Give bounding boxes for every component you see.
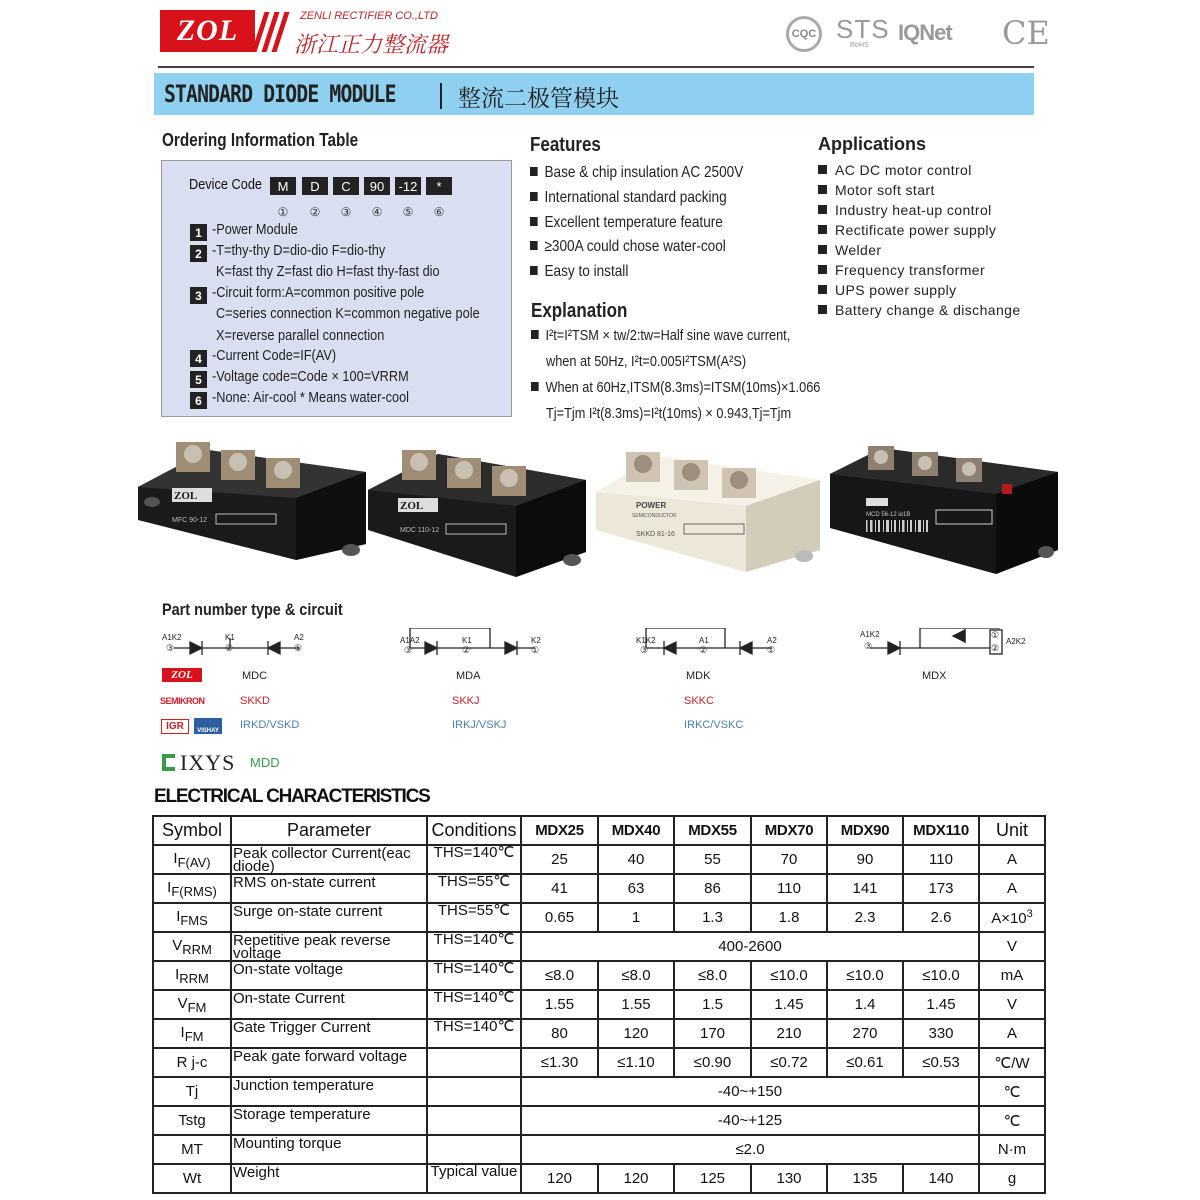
circuit-mdk: [646, 628, 772, 655]
symbol-text: MT: [181, 1141, 203, 1158]
value-cell: ≤8.0: [598, 961, 674, 990]
symbol-text: I: [175, 965, 180, 983]
value-cell: ≤10.0: [903, 961, 979, 990]
circuit-diagrams: [160, 628, 1040, 664]
zol-logo: ZOL: [160, 10, 255, 52]
value-cell: 1.55: [598, 990, 674, 1019]
symbol-text: V: [177, 994, 188, 1012]
header-model: MDX40: [598, 816, 674, 845]
symbol-subscript: F(RMS): [171, 883, 217, 899]
symbol-text: Tj: [185, 1083, 199, 1100]
symbol-subscript: RRM: [179, 970, 209, 986]
semikron-brand-logo: SEMIKRON: [160, 696, 205, 706]
unit-cell: [979, 1048, 1045, 1077]
value-cell: 86: [674, 874, 751, 903]
title-separator: [440, 83, 442, 109]
unit-text: mA: [1000, 967, 1024, 984]
table-row: [153, 1164, 1045, 1193]
application-item: Frequency transformer: [818, 262, 985, 278]
ir-brand-logo: IGR: [161, 719, 189, 734]
table-row: [153, 874, 1045, 903]
pin-number: ③: [864, 641, 873, 651]
ordering-line: -Circuit form:A=common positive pole: [212, 284, 425, 301]
unit-text: ℃/W: [994, 1054, 1030, 1072]
table-row: [153, 903, 1045, 932]
unit-cell: [979, 990, 1045, 1019]
header-model: MDX110: [903, 816, 979, 845]
bullet-icon: [530, 217, 538, 226]
symbol-text: R j-c: [176, 1054, 208, 1071]
bullet-icon: [818, 265, 827, 274]
bullet-icon: [531, 382, 539, 391]
unit-cell: [979, 1106, 1045, 1135]
explanation-line: I²t=I²TSM × tw/2:tw=Half sine wave current,: [531, 327, 790, 344]
feature-item: International standard packing: [530, 189, 727, 207]
ordering-line: -Power Module: [212, 221, 298, 238]
code-cell: *: [426, 177, 452, 195]
symbol-text: Tstg: [178, 1112, 206, 1129]
application-item: UPS power supply: [818, 282, 957, 298]
value-cell: 2.6: [903, 903, 979, 932]
symbol-text: I: [167, 878, 172, 896]
header-model: MDX55: [674, 816, 751, 845]
header-conditions: Conditions: [427, 816, 521, 845]
pin-label: A2: [767, 636, 777, 645]
value-cell: 1.3: [674, 903, 751, 932]
symbol-cell: [153, 845, 231, 874]
circuit-mdc: [174, 638, 303, 655]
feature-item: ≥300A could chose water-cool: [530, 238, 726, 256]
unit-cell: [979, 903, 1045, 932]
application-item: AC DC motor control: [818, 162, 972, 178]
pin-number: ③: [404, 645, 413, 655]
value-cell: 120: [598, 1019, 674, 1048]
ce-mark-logo: CE: [1002, 14, 1050, 52]
code-cell: M: [270, 177, 296, 195]
semikron-code: SKKD: [240, 695, 270, 707]
bullet-icon: [818, 225, 827, 234]
bullet-icon: [530, 241, 538, 250]
symbol-cell: [153, 990, 231, 1019]
unit-text: V: [1006, 996, 1017, 1013]
condition-cell: THS=140℃: [427, 932, 521, 961]
explanation-line: When at 60Hz,ITSM(8.3ms)=ITSM(10ms)×1.066: [531, 379, 820, 396]
unit-text: A: [1006, 851, 1017, 868]
application-item: Motor soft start: [818, 182, 935, 198]
value-cell: 330: [903, 1019, 979, 1048]
condition-cell: [427, 1077, 521, 1106]
feature-item: Excellent temperature feature: [530, 214, 723, 232]
svg-text:POWER: POWER: [636, 501, 667, 510]
code-cell: C: [333, 177, 359, 195]
code-number: ⑤: [402, 205, 414, 219]
value-cell: 80: [521, 1019, 598, 1048]
value-cell: 1.45: [751, 990, 827, 1019]
value-cell: 141: [827, 874, 903, 903]
unit-text: V: [1006, 938, 1017, 955]
application-item: Welder: [818, 242, 882, 258]
condition-cell: THS=140℃: [427, 1019, 521, 1048]
svg-text:MDC 110-12: MDC 110-12: [400, 527, 440, 534]
pin-label: A1K2: [162, 633, 182, 642]
value-cell: 1.55: [521, 990, 598, 1019]
value-cell: 125: [674, 1164, 751, 1193]
feature-item: Easy to install: [530, 263, 628, 281]
value-cell: ≤8.0: [521, 961, 598, 990]
value-cell: 63: [598, 874, 674, 903]
product-photos: [136, 432, 1066, 597]
zol-code: MDC: [242, 670, 268, 682]
page-title-en: STANDARD DIODE MODULE: [164, 80, 396, 108]
pin-label: K1: [462, 636, 472, 645]
symbol-cell: [153, 961, 231, 990]
condition-cell: THS=140℃: [427, 990, 521, 1019]
feature-item: Base & chip insulation AC 2500V: [530, 164, 743, 182]
ixys-code: MDD: [250, 755, 280, 770]
header-model: MDX90: [827, 816, 903, 845]
pin-number: ②: [462, 645, 471, 655]
parameter-cell: Gate Trigger Current: [231, 1019, 427, 1048]
pin-number: ②: [991, 643, 1000, 653]
value-cell: 140: [903, 1164, 979, 1193]
table-row: [153, 1135, 1045, 1164]
unit-cell: [979, 874, 1045, 903]
value-cell: 40: [598, 845, 674, 874]
pin-label: A1: [699, 636, 709, 645]
symbol-text: I: [180, 1023, 185, 1041]
table-row: [153, 1106, 1045, 1135]
unit-cell: [979, 961, 1045, 990]
value-cell: 1.4: [827, 990, 903, 1019]
symbol-text: Wt: [182, 1170, 202, 1187]
unit-cell: [979, 932, 1045, 961]
value-cell: 1.5: [674, 990, 751, 1019]
pin-number: ③: [166, 643, 175, 653]
symbol-subscript: FM: [184, 1028, 204, 1044]
bullet-icon: [818, 245, 827, 254]
application-item: Industry heat-up control: [818, 202, 992, 218]
header-model: MDX70: [751, 816, 827, 845]
svg-text:ZOL: ZOL: [400, 500, 424, 512]
code-number: ⑥: [433, 205, 445, 219]
pin-number: ①: [531, 645, 540, 655]
semikron-code: SKKJ: [452, 695, 480, 707]
value-cell: 1.8: [751, 903, 827, 932]
pin-number: ②: [225, 643, 234, 653]
value-cell: 110: [903, 845, 979, 874]
value-cell: 120: [598, 1164, 674, 1193]
ordering-line: C=series connection K=common negative pole: [216, 305, 480, 322]
symbol-subscript: F(AV): [177, 854, 211, 870]
unit-cell: [979, 1077, 1045, 1106]
cqc-cert-logo: CQC: [786, 16, 822, 52]
module-photo-mfc: [138, 442, 366, 560]
condition-cell: THS=140℃: [427, 961, 521, 990]
value-cell: ≤0.61: [827, 1048, 903, 1077]
condition-cell: THS=55℃: [427, 903, 521, 932]
symbol-cell: [153, 1106, 231, 1135]
symbol-cell: [153, 1019, 231, 1048]
table-row: [153, 961, 1045, 990]
value-cell: 120: [521, 1164, 598, 1193]
value-cell: ≤0.53: [903, 1048, 979, 1077]
value-cell: 90: [827, 845, 903, 874]
ordering-badge: 4: [190, 350, 207, 367]
vishay-brand-logo: VISHAY: [194, 718, 222, 734]
part-number-title: Part number type & circuit: [162, 600, 343, 619]
value-cell: ≤0.72: [751, 1048, 827, 1077]
pin-number: ②: [699, 645, 708, 655]
value-cell: 25: [521, 845, 598, 874]
explanation-line: when at 50Hz, I²t=0.005I²TSM(A²S): [546, 353, 747, 370]
value-cell: ≤2.0: [521, 1135, 979, 1164]
bullet-icon: [530, 266, 538, 275]
pin-label: A1K2: [860, 630, 880, 639]
value-cell: ≤1.10: [598, 1048, 674, 1077]
value-cell: -40~+150: [521, 1077, 979, 1106]
header-unit: Unit: [979, 816, 1045, 845]
parameter-cell: Peak collector Current(eac diode): [231, 845, 427, 874]
zol-brand-logo: ZOL: [162, 668, 202, 682]
symbol-cell: [153, 1077, 231, 1106]
parameter-cell: Storage temperature: [231, 1106, 427, 1135]
spec-table: [152, 815, 1046, 1194]
value-cell: 70: [751, 845, 827, 874]
zol-code: MDK: [686, 670, 711, 682]
ixys-mark-icon: [162, 754, 175, 771]
value-cell: 55: [674, 845, 751, 874]
svg-text:SEMICONDUCTOR: SEMICONDUCTOR: [632, 513, 677, 519]
pin-number: ①: [767, 645, 776, 655]
symbol-text: I: [173, 849, 178, 867]
unit-text: ℃: [1003, 1083, 1021, 1101]
applications-title: Applications: [818, 134, 927, 154]
ir-code: IRKJ/VSKJ: [452, 719, 507, 731]
circuit-mda: [410, 628, 535, 655]
condition-cell: THS=55℃: [427, 874, 521, 903]
header-model: MDX25: [521, 816, 598, 845]
symbol-cell: [153, 932, 231, 961]
ordering-line: -Voltage code=Code × 100=VRRM: [212, 368, 409, 385]
page-title-cn: 整流二极管模块: [458, 86, 619, 112]
symbol-cell: [153, 1135, 231, 1164]
ordering-line: K=fast thy Z=fast dio H=fast thy-fast dio: [216, 263, 440, 280]
ordering-line: -T=thy-thy D=dio-dio F=dio-thy: [212, 242, 386, 259]
code-number: ②: [309, 205, 321, 219]
module-photo-mdc: [368, 450, 586, 577]
code-number: ①: [277, 205, 289, 219]
pin-number: ①: [991, 630, 1000, 640]
sts-cert-logo: STS: [836, 14, 890, 44]
symbol-subscript: FM: [187, 999, 207, 1015]
symbol-cell: [153, 903, 231, 932]
zol-code: MDX: [922, 670, 947, 682]
value-cell: ≤10.0: [751, 961, 827, 990]
parameter-cell: Mounting torque: [231, 1135, 427, 1164]
electrical-title: ELECTRICAL CHARACTERISTICS: [154, 786, 430, 807]
value-cell: 2.3: [827, 903, 903, 932]
value-cell: 210: [751, 1019, 827, 1048]
unit-text: g: [1007, 1170, 1017, 1187]
value-cell: 270: [827, 1019, 903, 1048]
table-row: [153, 1077, 1045, 1106]
bullet-icon: [818, 185, 827, 194]
company-name-en: ZENLI RECTIFIER CO.,LTD: [300, 10, 438, 22]
zol-code: MDA: [456, 670, 481, 682]
bullet-icon: [818, 205, 827, 214]
bullet-icon: [531, 330, 539, 339]
header-divider: [158, 66, 1034, 68]
parameter-cell: Junction temperature: [231, 1077, 427, 1106]
unit-cell: [979, 1019, 1045, 1048]
value-cell: 41: [521, 874, 598, 903]
bullet-icon: [818, 305, 827, 314]
svg-text:MCD 56-12 io1B: MCD 56-12 io1B: [866, 512, 911, 518]
value-cell: 0.65: [521, 903, 598, 932]
ordering-line: -Current Code=IF(AV): [212, 347, 337, 364]
condition-cell: Typical value: [427, 1164, 521, 1193]
code-cell: 90: [364, 177, 390, 195]
symbol-text: V: [172, 936, 183, 954]
pin-label: K1K2: [636, 636, 656, 645]
condition-cell: [427, 1106, 521, 1135]
value-cell: 173: [903, 874, 979, 903]
application-item: Rectificate power supply: [818, 222, 996, 238]
parameter-cell: Peak gate forward voltage: [231, 1048, 427, 1077]
parameter-cell: On-state Current: [231, 990, 427, 1019]
module-photo-skkd: [596, 452, 820, 572]
circuit-mdx: [870, 628, 1002, 655]
unit-cell: [979, 1135, 1045, 1164]
pin-number: ③: [640, 645, 649, 655]
application-item: Battery change & dischange: [818, 302, 1021, 318]
logo-stripes: [252, 12, 299, 52]
table-row: [153, 990, 1045, 1019]
symbol-cell: [153, 1048, 231, 1077]
pin-label: A1A2: [400, 636, 420, 645]
value-cell: -40~+125: [521, 1106, 979, 1135]
ordering-badge: 6: [190, 392, 207, 409]
iqnet-cert-logo: IQNet: [898, 20, 952, 45]
table-row: [153, 845, 1045, 874]
value-cell: 130: [751, 1164, 827, 1193]
unit-text: A: [1006, 1025, 1017, 1042]
bullet-icon: [530, 192, 538, 201]
table-row: [153, 1019, 1045, 1048]
unit-cell: [979, 1164, 1045, 1193]
symbol-text: I: [176, 907, 181, 925]
semikron-code: SKKC: [684, 695, 714, 707]
symbol-subscript: RRM: [182, 941, 212, 957]
code-cell: -12: [395, 177, 421, 195]
value-cell: ≤10.0: [827, 961, 903, 990]
value-cell: 400-2600: [521, 932, 979, 961]
code-number: ③: [340, 205, 352, 219]
table-header-row: [153, 816, 1045, 845]
header-symbol: Symbol: [153, 816, 231, 845]
table-row: [153, 1048, 1045, 1077]
parameter-cell: On-state voltage: [231, 961, 427, 990]
pin-label: A2: [294, 633, 304, 642]
ordering-badge: 2: [190, 245, 207, 262]
company-name-cn: 浙江正力整流器: [294, 33, 449, 58]
unit-cell: [979, 845, 1045, 874]
unit-superscript: 3: [1026, 908, 1033, 920]
ir-code: IRKD/VSKD: [240, 719, 300, 731]
svg-text:MFC 90-12: MFC 90-12: [172, 517, 208, 524]
features-title: Features: [530, 134, 601, 156]
value-cell: ≤8.0: [674, 961, 751, 990]
explanation-line: Tj=Tjm I²t(8.3ms)=I²t(10ms) × 0.943,Tj=Tjm: [546, 405, 792, 422]
unit-text: ℃: [1003, 1112, 1021, 1130]
value-cell: ≤0.90: [674, 1048, 751, 1077]
unit-text: A×10: [991, 910, 1027, 927]
pin-label: K2: [531, 636, 541, 645]
code-cell: D: [302, 177, 328, 195]
table-row: [153, 932, 1045, 961]
ordering-badge: 3: [190, 287, 207, 304]
code-number: ④: [371, 205, 383, 219]
parameter-cell: RMS on-state current: [231, 874, 427, 903]
header-parameter: Parameter: [231, 816, 427, 845]
svg-text:ZOL: ZOL: [174, 490, 198, 502]
value-cell: 1.45: [903, 990, 979, 1019]
parameter-cell: Weight: [231, 1164, 427, 1193]
bullet-icon: [530, 167, 538, 176]
pin-number: ①: [294, 643, 303, 653]
symbol-cell: [153, 1164, 231, 1193]
value-cell: 135: [827, 1164, 903, 1193]
ordering-line: -None: Air-cool * Means water-cool: [212, 389, 410, 406]
value-cell: 170: [674, 1019, 751, 1048]
bullet-icon: [818, 285, 827, 294]
value-cell: 1: [598, 903, 674, 932]
device-code-label: Device Code: [189, 176, 263, 193]
condition-cell: [427, 1048, 521, 1077]
rohs-label: RoHS: [850, 42, 869, 49]
pin-label: A2K2: [1006, 637, 1026, 646]
parameter-cell: Surge on-state current: [231, 903, 427, 932]
value-cell: ≤1.30: [521, 1048, 598, 1077]
ordering-title: Ordering Information Table: [162, 130, 359, 150]
value-cell: 110: [751, 874, 827, 903]
ordering-badge: 1: [190, 224, 207, 241]
symbol-cell: [153, 874, 231, 903]
explanation-title: Explanation: [531, 300, 628, 322]
ir-code: IRKC/VSKC: [684, 719, 744, 731]
unit-text: N·m: [997, 1141, 1027, 1158]
pin-label: K1: [225, 633, 235, 642]
ixys-brand-logo: IXYS: [180, 750, 236, 775]
bullet-icon: [818, 165, 827, 174]
ordering-line: X=reverse parallel connection: [216, 327, 385, 344]
svg-text:SKKD 81-16: SKKD 81-16: [636, 531, 675, 538]
parameter-cell: Repetitive peak reverse voltage: [231, 932, 427, 961]
module-photo-mcd: [830, 446, 1058, 574]
ordering-badge: 5: [190, 371, 207, 388]
symbol-subscript: FMS: [180, 912, 208, 928]
unit-text: A: [1006, 880, 1017, 897]
condition-cell: [427, 1135, 521, 1164]
condition-cell: THS=140℃: [427, 845, 521, 874]
